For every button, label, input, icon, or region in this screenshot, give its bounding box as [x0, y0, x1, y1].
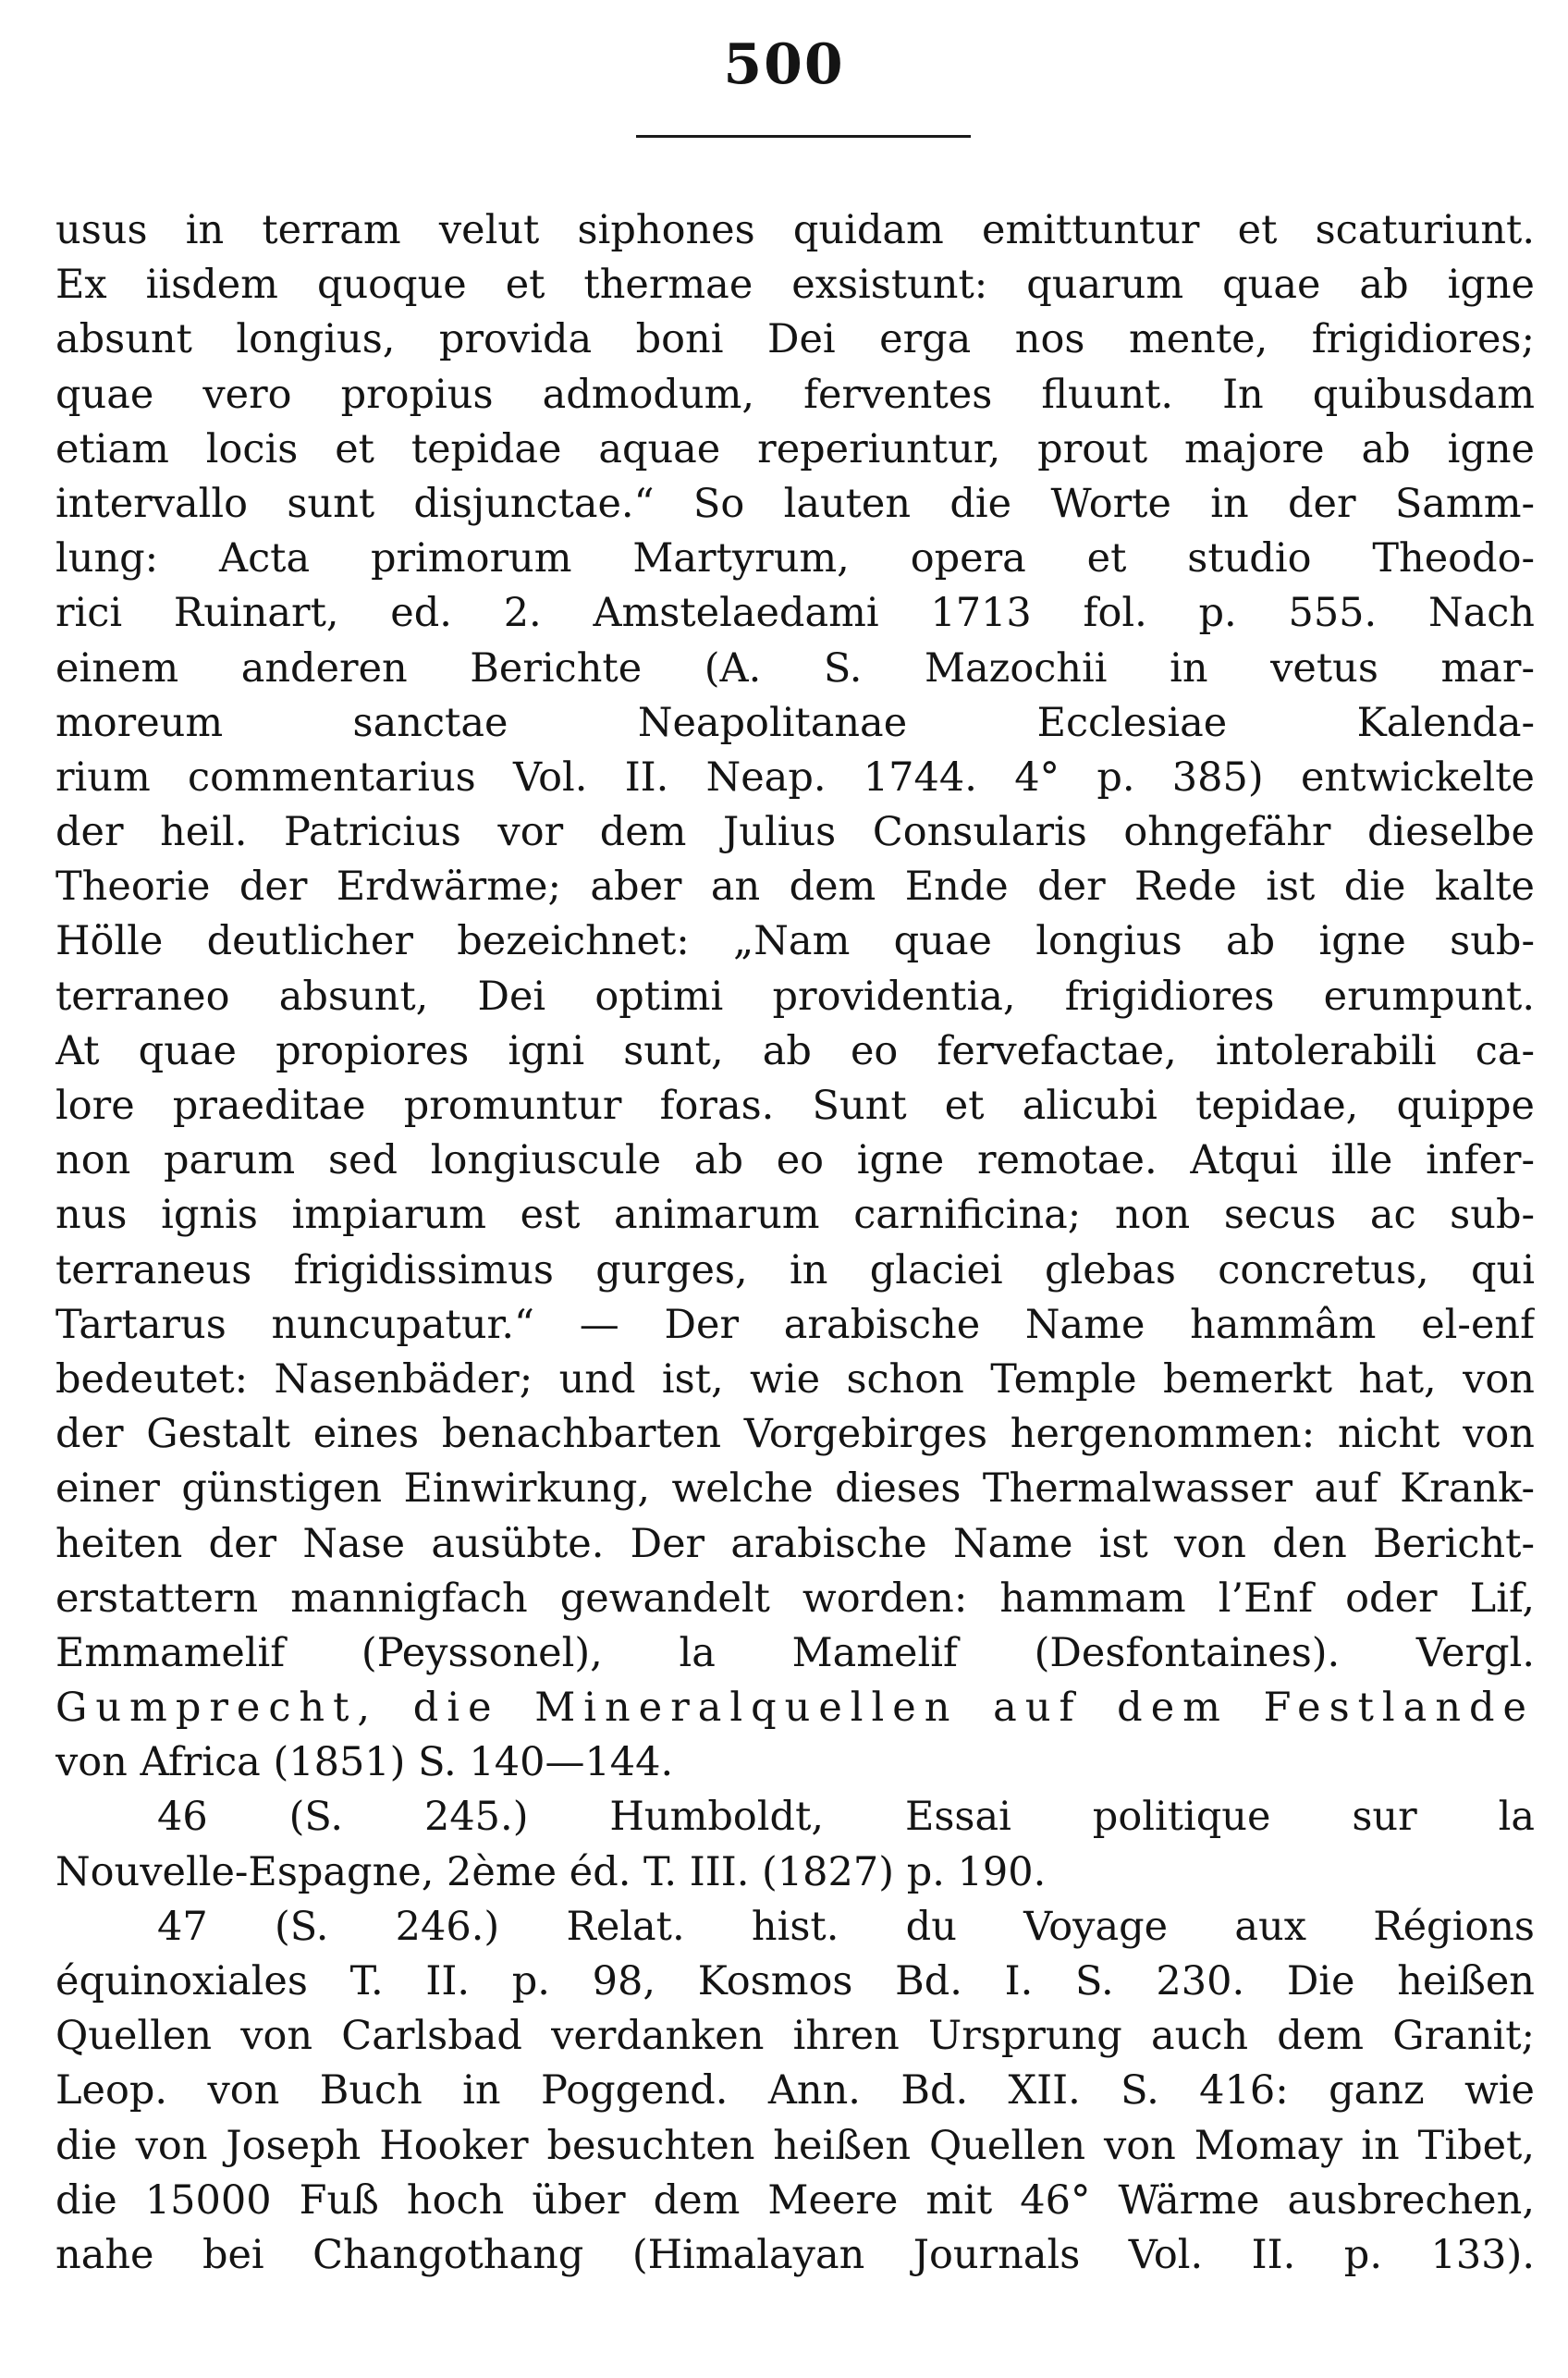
footnote-line: nahe bei Changothang (Himalayan Journals Vol. II. p. 133).: [55, 2231, 1535, 2278]
text-line: non parum sed longiuscule ab eo igne remotae. Atqui ille infer-: [55, 1137, 1535, 1184]
text-line: intervallo sunt disjunctae.“ So lauten die Worte in der Samm-: [55, 480, 1535, 527]
text-line: rici Ruinart, ed. 2. Amstelaedami 1713 fol. p. 555. Nach: [55, 590, 1535, 637]
footnote-line: Leop. von Buch in Poggend. Ann. Bd. XII. S. 416: ganz wie: [55, 2067, 1535, 2114]
text-line: At quae propiores igni sunt, ab eo fervefactae, intolerabili ca-: [55, 1027, 1535, 1074]
footnote-line: 46 (S. 245.) Humboldt, Essai politique sur la: [157, 1794, 1535, 1841]
body-text: [55, 203, 1535, 2283]
footnote-line: die von Joseph Hooker besuchten heißen Quellen von Momay in Tibet,: [55, 2122, 1535, 2169]
text-line: Emmamelif (Peyssonel), la Mamelif (Desfontaines). Vergl.: [55, 1629, 1535, 1676]
text-line: erstattern mannigfach gewandelt worden: hammam l’Enf oder Lif,: [55, 1575, 1535, 1622]
text-line: Gumprecht, die Mineralquellen auf dem Festlande: [55, 1685, 1535, 1732]
footnote-line: équinoxiales T. II. p. 98, Kosmos Bd. I. S. 230. Die heißen: [55, 1958, 1535, 2004]
text-line: der Gestalt eines benachbarten Vorgebirges hergenommen: nicht von: [55, 1411, 1535, 1458]
text-line: bedeutet: Nasenbäder; und ist, wie schon Temple bemerkt hat, von: [55, 1355, 1535, 1403]
text-line: quae vero propius admodum, ferventes fluunt. In quibusdam: [55, 371, 1535, 418]
footnote-line: Nouvelle-Espagne, 2ème éd. T. III. (1827) p. 190.: [55, 1848, 1047, 1895]
text-line: usus in terram velut siphones quidam emittuntur et scaturiunt.: [55, 207, 1535, 253]
text-line: etiam locis et tepidae aquae reperiuntur, prout majore ab igne: [55, 425, 1535, 472]
text-line: terraneus frigidissimus gurges, in glaciei glebas concretus, qui: [55, 1246, 1535, 1293]
text-line: heiten der Nase ausübte. Der arabische Name ist von den Bericht-: [55, 1520, 1535, 1567]
text-line: Theorie der Erdwärme; aber an dem Ende der Rede ist die kalte: [55, 864, 1535, 911]
page-number: 500: [723, 32, 845, 97]
text-line: moreum sanctae Neapolitanae Ecclesiae Kalenda-: [55, 699, 1535, 746]
footnote-line: Quellen von Carlsbad verdanken ihren Ursprung auch dem Granit;: [55, 2013, 1535, 2060]
text-line: lung: Acta primorum Martyrum, opera et studio Theodo-: [55, 535, 1535, 582]
footnote-line: 47 (S. 246.) Relat. hist. du Voyage aux Régions: [157, 1903, 1535, 1950]
header-rule: [636, 135, 971, 138]
text-line: lore praeditae promuntur foras. Sunt et alicubi tepidae, quippe: [55, 1083, 1535, 1129]
footnote-line: die 15000 Fuß hoch über dem Meere mit 46° Wärme ausbrechen,: [55, 2176, 1535, 2224]
text-line: nus ignis impiarum est animarum carnificina; non secus ac sub-: [55, 1192, 1535, 1239]
text-line: terraneo absunt, Dei optimi providentia, frigidiores erumpunt.: [55, 973, 1535, 1020]
text-line: absunt longius, provida boni Dei erga nos mente, frigidiores;: [55, 316, 1535, 363]
text-line: einem anderen Berichte (A. S. Mazochii in vetus mar-: [55, 644, 1535, 692]
text-line: Hölle deutlicher bezeichnet: „Nam quae longius ab igne sub-: [55, 918, 1535, 965]
text-line: von Africa (1851) S. 140—144.: [55, 1739, 674, 1786]
text-line: rium commentarius Vol. II. Neap. 1744. 4° p. 385) entwickelte: [55, 754, 1535, 801]
text-line: der heil. Patricius vor dem Julius Consularis ohngefähr dieselbe: [55, 809, 1535, 856]
text-line: einer günstigen Einwirkung, welche dieses Thermalwasser auf Krank-: [55, 1465, 1535, 1513]
text-line: Tartarus nuncupatur.“ — Der arabische Name hammâm el-enf: [55, 1301, 1535, 1348]
text-line: Ex iisdem quoque et thermae exsistunt: quarum quae ab igne: [55, 262, 1535, 309]
